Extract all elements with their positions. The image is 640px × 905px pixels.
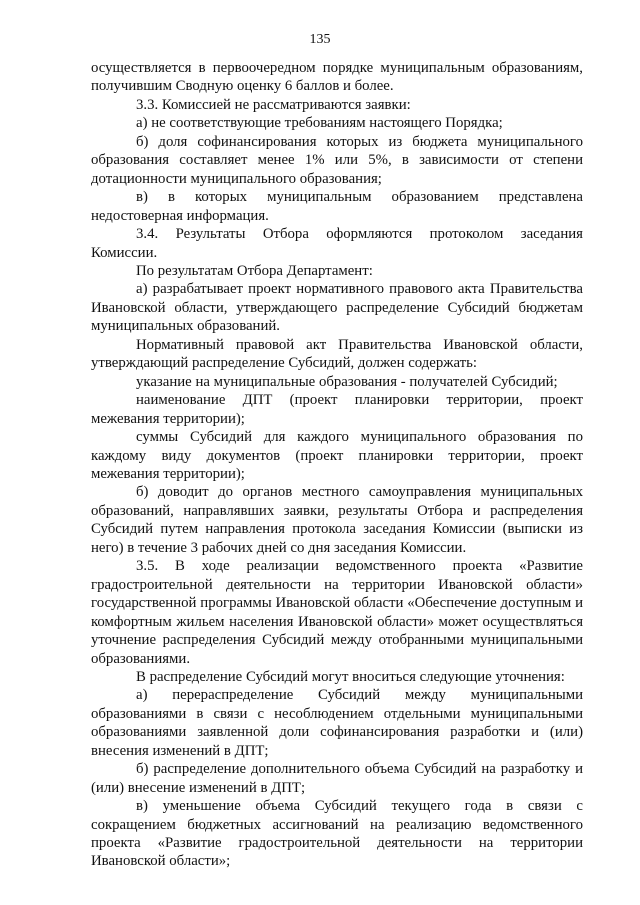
paragraph: По результатам Отбора Департамент: bbox=[136, 262, 373, 279]
paragraph: в) уменьшение объема Субсидий текущего года в связи с сокращением бюджетных ассигнований на реализацию ведомственного проекта «Развитие градостроительной деятельности на территории Ивановской области»; bbox=[91, 798, 583, 870]
paragraph: суммы Субсидий для каждого муниципального образования по каждому виду документов (проект планировки территории, проект межевания территории); bbox=[91, 429, 583, 482]
paragraph: а) разрабатывает проект нормативного правового акта Правительства Ивановской области, утверждающего распределение Субсидий бюджетам муниципальных образований. bbox=[91, 281, 583, 335]
paragraph: указание на муниципальные образования - получателей Субсидий; bbox=[136, 373, 558, 390]
paragraph: В распределение Субсидий могут вноситься следующие уточнения: bbox=[136, 668, 565, 685]
page-number: 135 bbox=[309, 32, 331, 47]
paragraph: б) доводит до органов местного самоуправления муниципальных образований, направлявших заявки, результаты Отбора и распределения Субсидий путем направления протокола заседания Комиссии (выписки из него) в течение 3 рабочих дней со дня заседания Комиссии. bbox=[91, 484, 583, 556]
paragraph: б) доля софинансирования которых из бюджета муниципального образования составляет менее 1% или 5%, в зависимости от степени дотационности муниципального образования; bbox=[91, 133, 583, 187]
paragraph: в) в которых муниципальным образованием представлена недостоверная информация. bbox=[91, 189, 583, 224]
document-body bbox=[91, 59, 583, 871]
paragraph: б) распределение дополнительного объема Субсидий на разработку и (или) внесение изменений в ДПТ; bbox=[91, 761, 583, 796]
paragraph: осуществляется в первоочередном порядке муниципальным образованиям, получившим Сводную оценку 6 баллов и более. bbox=[91, 60, 583, 95]
paragraph: 3.5. В ходе реализации ведомственного проекта «Развитие градостроительной деятельности на территории Ивановской области» государственной программы Ивановской области «Обеспечение доступным и комфортным жильем населения Ивановской области» может осуществляться уточнение распределения Субсидий между отобранными муниципальными образованиями. bbox=[91, 558, 583, 667]
paragraph: 3.4. Результаты Отбора оформляются протоколом заседания Комиссии. bbox=[91, 226, 583, 261]
paragraph: а) не соответствующие требованиям настоящего Порядка; bbox=[136, 115, 503, 132]
paragraph: Нормативный правовой акт Правительства Ивановской области, утверждающий распределение Субсидий, должен содержать: bbox=[91, 336, 583, 372]
paragraph: наименование ДПТ (проект планировки территории, проект межевания территории); bbox=[91, 392, 583, 427]
paragraph: 3.3. Комиссией не рассматриваются заявки: bbox=[136, 96, 411, 113]
paragraph: а) перераспределение Субсидий между муниципальными образованиями в связи с несоблюдением отдельными муниципальными образованиями заявленной доли софинансирования разработки и (или) внесения изменений в ДПТ; bbox=[91, 687, 583, 759]
